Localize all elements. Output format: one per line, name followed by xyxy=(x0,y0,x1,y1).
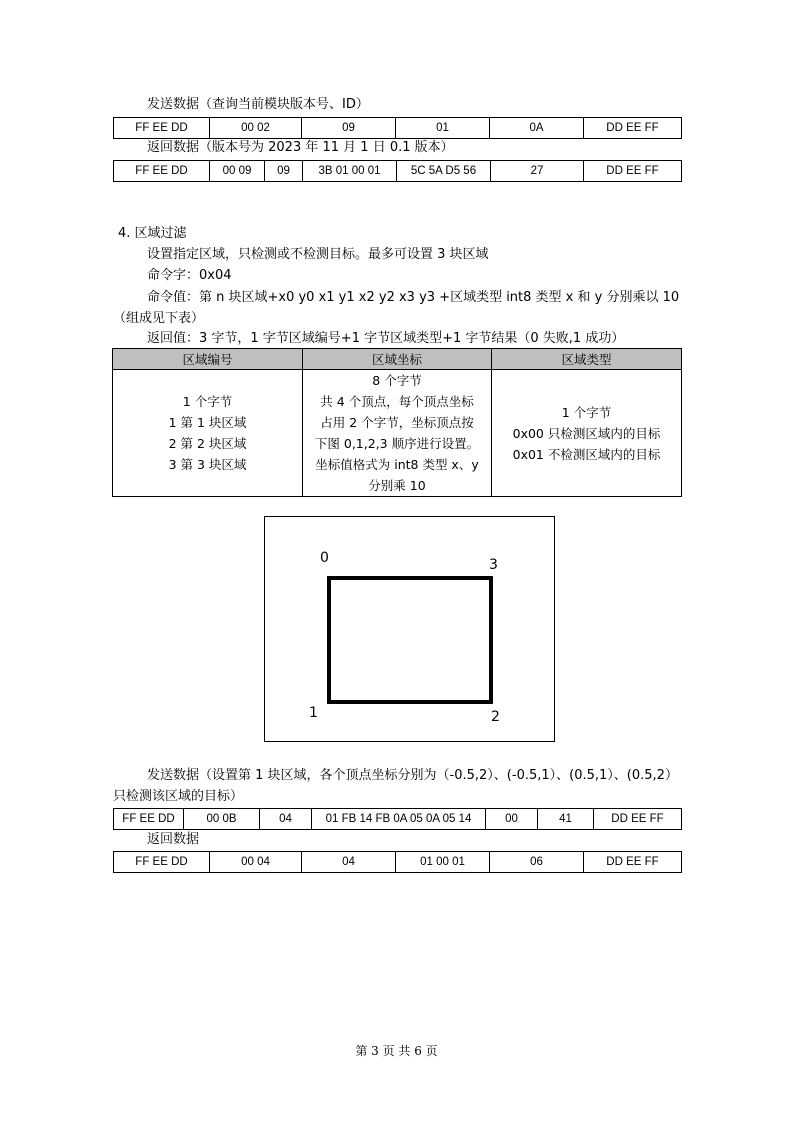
send-area-table xyxy=(113,808,682,830)
area-diagram xyxy=(264,516,555,742)
cell: 0A xyxy=(490,118,584,139)
vertex-label-0: 0 xyxy=(320,550,329,566)
cell: 04 xyxy=(302,852,396,873)
cell: DD EE FF xyxy=(584,118,682,139)
cell: 3B 01 00 01 xyxy=(303,161,397,182)
cell: 04 xyxy=(260,809,312,830)
cell: FF EE DD xyxy=(114,809,184,830)
cell-line: 下图 0,1,2,3 顺序进行设置。 xyxy=(314,436,480,451)
vertex-label-3: 3 xyxy=(489,557,498,573)
column-header: 区域编号 xyxy=(113,349,303,370)
area-table xyxy=(112,348,682,497)
cell-line: 1 个字节 xyxy=(182,394,233,409)
cell-line: 1 第 1 块区域 xyxy=(168,415,247,430)
column-header: 区域坐标 xyxy=(303,349,492,370)
cell: 06 xyxy=(490,852,584,873)
page-footer: 第 3 页 共 6 页 xyxy=(355,1044,438,1058)
return-area-caption: 返回数据 xyxy=(147,832,200,847)
cell: 09 xyxy=(302,118,396,139)
cell-line: 1 个字节 xyxy=(561,404,612,420)
cell: 00 02 xyxy=(210,118,302,139)
area-id-cell xyxy=(113,370,303,497)
cell-line: 3 第 3 块区域 xyxy=(168,457,247,472)
cell-line: 占用 2 个字节，坐标顶点按 xyxy=(320,415,474,430)
cell: DD EE FF xyxy=(594,809,682,830)
cell-line: 0x01 不检测区域内的目标 xyxy=(512,446,661,462)
column-header: 区域类型 xyxy=(492,349,682,370)
cell: 00 xyxy=(486,809,538,830)
section-line: 设置指定区域，只检测或不检测目标。最多可设置 3 块区域 xyxy=(147,247,489,262)
cell-line: 8 个字节 xyxy=(372,373,422,388)
send-version-table xyxy=(113,117,682,139)
cell: 5C 5A D5 56 xyxy=(397,161,491,182)
cell-line: 分别乘 10 xyxy=(368,478,426,493)
cell-line: 坐标值格式为 int8 类型 x、y xyxy=(315,457,479,472)
cell-line: 共 4 个顶点，每个顶点坐标 xyxy=(320,394,474,409)
vertex-label-1: 1 xyxy=(309,705,318,721)
table-row xyxy=(114,161,682,182)
cell: FF EE DD xyxy=(114,118,210,139)
cell: 00 09 xyxy=(210,161,265,182)
table-row xyxy=(113,370,682,497)
cell: 00 04 xyxy=(210,852,302,873)
cell: DD EE FF xyxy=(584,852,682,873)
cell: 01 FB 14 FB 0A 05 0A 05 14 xyxy=(312,809,486,830)
cell-line: 0x00 只检测区域内的目标 xyxy=(512,425,661,441)
area-type-cell xyxy=(492,370,682,497)
cell-line: 2 第 2 块区域 xyxy=(168,436,247,451)
section-heading: 4. 区域过滤 xyxy=(118,226,187,241)
section-line: 命令字：0x04 xyxy=(147,268,232,283)
cell: FF EE DD xyxy=(114,852,210,873)
cell: 01 xyxy=(396,118,490,139)
table-header-row xyxy=(113,349,682,370)
return-version-table xyxy=(113,160,682,182)
cell: 41 xyxy=(538,809,594,830)
area-coord-cell xyxy=(303,370,492,497)
cell: DD EE FF xyxy=(584,161,682,182)
section-line: 返回值：3 字节，1 字节区域编号+1 字节区域类型+1 字节结果（0 失败,1 成功） xyxy=(147,331,625,346)
vertex-label-2: 2 xyxy=(491,709,500,725)
table-row xyxy=(114,809,682,830)
cell: 09 xyxy=(265,161,303,182)
table-row xyxy=(114,118,682,139)
table-row xyxy=(114,852,682,873)
send-version-caption: 发送数据（查询当前模块版本号、ID） xyxy=(147,97,369,112)
return-version-caption: 返回数据（版本号为 2023 年 11 月 1 日 0.1 版本） xyxy=(147,140,454,155)
cell: FF EE DD xyxy=(114,161,210,182)
send-area-caption: 发送数据（设置第 1 块区域，各个顶点坐标分别为（-0.5,2）、(-0.5,1）、(0.5,1）、(0.5,2） xyxy=(147,768,678,783)
send-area-caption-2: 只检测该区域的目标） xyxy=(113,789,244,804)
cell: 27 xyxy=(491,161,584,182)
area-rectangle xyxy=(327,576,493,704)
cell: 00 0B xyxy=(184,809,260,830)
return-area-table xyxy=(113,851,682,873)
section-line: 命令值：第 n 块区域+x0 y0 x1 y1 x2 y2 x3 y3 +区域类型 int8 类型 x 和 y 分别乘以 10（组成见下表） xyxy=(113,290,680,326)
cell: 01 00 01 xyxy=(396,852,490,873)
